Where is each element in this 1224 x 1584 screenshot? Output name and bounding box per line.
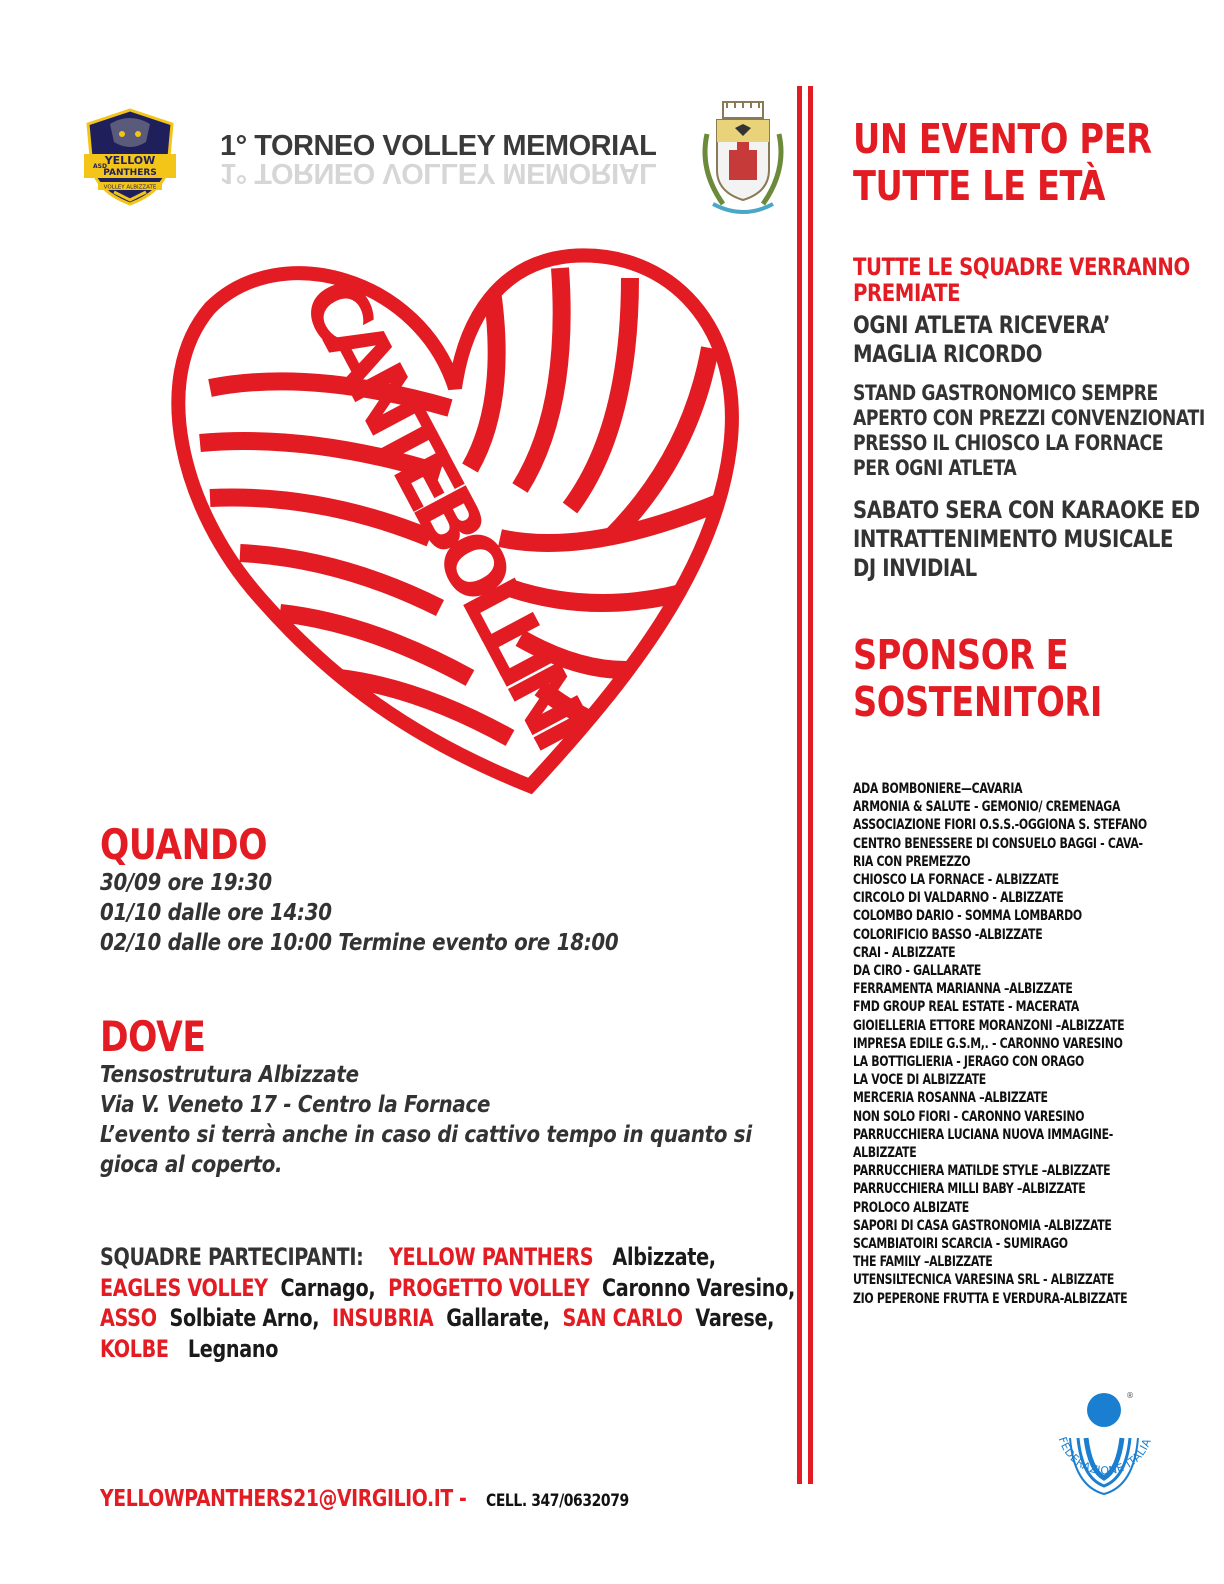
sponsor-item: PARRUCCHIERA LUCIANA NUOVA IMMAGINE- [853, 1126, 1113, 1143]
sponsor-item: LA VOCE DI ALBIZZATE [853, 1072, 986, 1089]
svg-text:YELLOW: YELLOW [104, 154, 156, 167]
sponsor-item: FERRAMENTA MARIANNA –ALBIZZATE [853, 981, 1073, 998]
sponsor-item: THE FAMILY –ALBIZZATE [853, 1254, 993, 1271]
sponsor-item: COLORIFICIO BASSO -ALBIZZATE [853, 926, 1043, 943]
comune-crest-icon [693, 100, 793, 220]
team-city: Carnago, [280, 1273, 376, 1302]
team-name: PROGETTO VOLLEY [388, 1273, 590, 1302]
teams-section [100, 1242, 969, 1364]
prize-text: TUTTE LE SQUADRE VERRANNO PREMIATE [853, 253, 1190, 307]
teams-label: SQUADRE PARTECIPANTI: [100, 1243, 364, 1271]
contact-email-link[interactable]: YELLOWPANTHERS21@VIRGILIO.IT - [100, 1486, 467, 1512]
team-name: ASSO [100, 1304, 157, 1332]
when-details: 30/09 ore 19:30 01/10 dalle ore 14:30 02/10 dalle ore 10:00 Termine evento ore 18:00 [100, 870, 619, 956]
sponsor-item: PROLOCO ALBIZATE [853, 1199, 969, 1216]
shirt-text: OGNI ATLETA RICEVERA’ MAGLIA RICORDO [853, 311, 1111, 368]
yellow-panthers-logo [80, 106, 180, 206]
tournament-title: 1° TORNEO VOLLEY MEMORIAL [220, 130, 657, 162]
heart-volleyball-graphic [170, 238, 740, 798]
svg-text:FEDERAZIONE ITALIANA PALLAVOLO: FEDERAZIONE ITALIA [1055, 1435, 1154, 1478]
where-title: DOVE [100, 1012, 206, 1061]
sponsor-item: SCAMBIATOIRI SCARCIA - SUMIRAGO [853, 1236, 1068, 1253]
sponsor-item: ARMONIA & SALUTE - GEMONIO/ CREMENAGA [853, 799, 1121, 816]
sponsor-item: FMD GROUP REAL ESTATE - MACERATA [853, 999, 1080, 1016]
sponsor-item: CENTRO BENESSERE DI CONSUELO BAGGI - CAVA- [853, 835, 1143, 852]
sponsor-item: NON SOLO FIORI - CARONNO VARESINO [853, 1108, 1085, 1125]
where-details: Tensostrutura Albizzate Via V. Veneto 17 - Centro la Fornace L’evento si terrà anche in caso di cattivo tempo in quanto si gioca al coperto. [100, 1062, 752, 1178]
team-name: KOLBE [100, 1334, 169, 1363]
sponsor-item: ASSOCIAZIONE FIORI O.S.S.-OGGIONA S. STEFANO [853, 817, 1147, 834]
sponsor-item: RIA CON PREMEZZO [853, 853, 971, 870]
sponsor-item: MERCERIA ROSANNA –ALBIZZATE [853, 1090, 1048, 1107]
sponsor-item: ALBIZZATE [853, 1145, 917, 1162]
team-city: Varese, [695, 1304, 775, 1332]
sponsor-item: GIOIELLERIA ETTORE MORANZONI –ALBIZZATE [853, 1017, 1125, 1034]
sponsor-item: CRAI - ALBIZZATE [853, 944, 956, 961]
sponsor-item: LA BOTTIGLIERIA - JERAGO CON ORAGO [853, 1054, 1084, 1071]
contact-phone: CELL. 347/0632079 [486, 1491, 629, 1511]
team-city: Albizzate, [612, 1243, 716, 1271]
team-city: Caronno Varesino, [602, 1273, 795, 1302]
event-headline: UN EVENTO PER TUTTE LE ETÀ [853, 115, 1152, 210]
sponsor-title: SPONSOR E SOSTENITORI [853, 631, 1102, 726]
svg-text:®: ® [1126, 1391, 1134, 1400]
sponsor-item: PARRUCCHIERA MILLI BABY –ALBIZZATE [853, 1181, 1086, 1198]
svg-text:ASD: ASD [93, 163, 107, 170]
when-title: QUANDO [100, 820, 268, 869]
team-city: Solbiate Arno, [169, 1304, 320, 1332]
sponsor-item: PARRUCCHIERA MATILDE STYLE –ALBIZZATE [853, 1163, 1111, 1180]
sponsor-list [853, 780, 1147, 1308]
team-name: EAGLES VOLLEY [100, 1273, 268, 1302]
fipav-logo-icon [1040, 1388, 1170, 1528]
sponsor-item: DA CIRO - GALLARATE [853, 963, 982, 980]
team-name: SAN CARLO [562, 1304, 683, 1332]
svg-text:CANTEBOLLINI: CANTEBOLLINI [283, 263, 610, 767]
sponsor-item: SAPORI DI CASA GASTRONOMIA -ALBIZZATE [853, 1217, 1112, 1234]
team-city: Legnano [187, 1334, 279, 1363]
team-name: YELLOW PANTHERS [388, 1243, 594, 1271]
sponsor-item: ZIO PEPERONE FRUTTA E VERDURA-ALBIZZATE [853, 1290, 1128, 1307]
svg-text:VOLLEY ALBIZZATE: VOLLEY ALBIZZATE [103, 184, 157, 191]
team-name: INSUBRIA [331, 1304, 434, 1332]
sponsor-item: CIRCOLO DI VALDARNO - ALBIZZATE [853, 890, 1064, 907]
sponsor-item: IMPRESA EDILE G.S.M,. - CARONNO VARESINO [853, 1035, 1123, 1052]
sponsor-item: CHIOSCO LA FORNACE - ALBIZZATE [853, 872, 1059, 889]
sponsor-item: ADA BOMBONIERE—CAVARIA [853, 781, 1023, 797]
sponsor-item: COLOMBO DARIO - SOMMA LOMBARDO [853, 908, 1082, 925]
saturday-text: SABATO SERA CON KARAOKE ED INTRATTENIMENTO MUSICALE DJ INVIDIAL [853, 496, 1200, 582]
team-city: Gallarate, [446, 1304, 550, 1332]
tournament-title-reflection: 1° TORNEO VOLLEY MEMORIAL [220, 157, 657, 189]
sponsor-item: UTENSILTECNICA VARESINA SRL - ALBIZZATE [853, 1272, 1115, 1289]
svg-text:PANTHERS: PANTHERS [103, 168, 157, 178]
stand-text: STAND GASTRONOMICO SEMPRE APERTO CON PREZZI CONVENZIONATI PRESSO IL CHIOSCO LA FORNACE PER OGNI ATLETA [853, 381, 1205, 480]
